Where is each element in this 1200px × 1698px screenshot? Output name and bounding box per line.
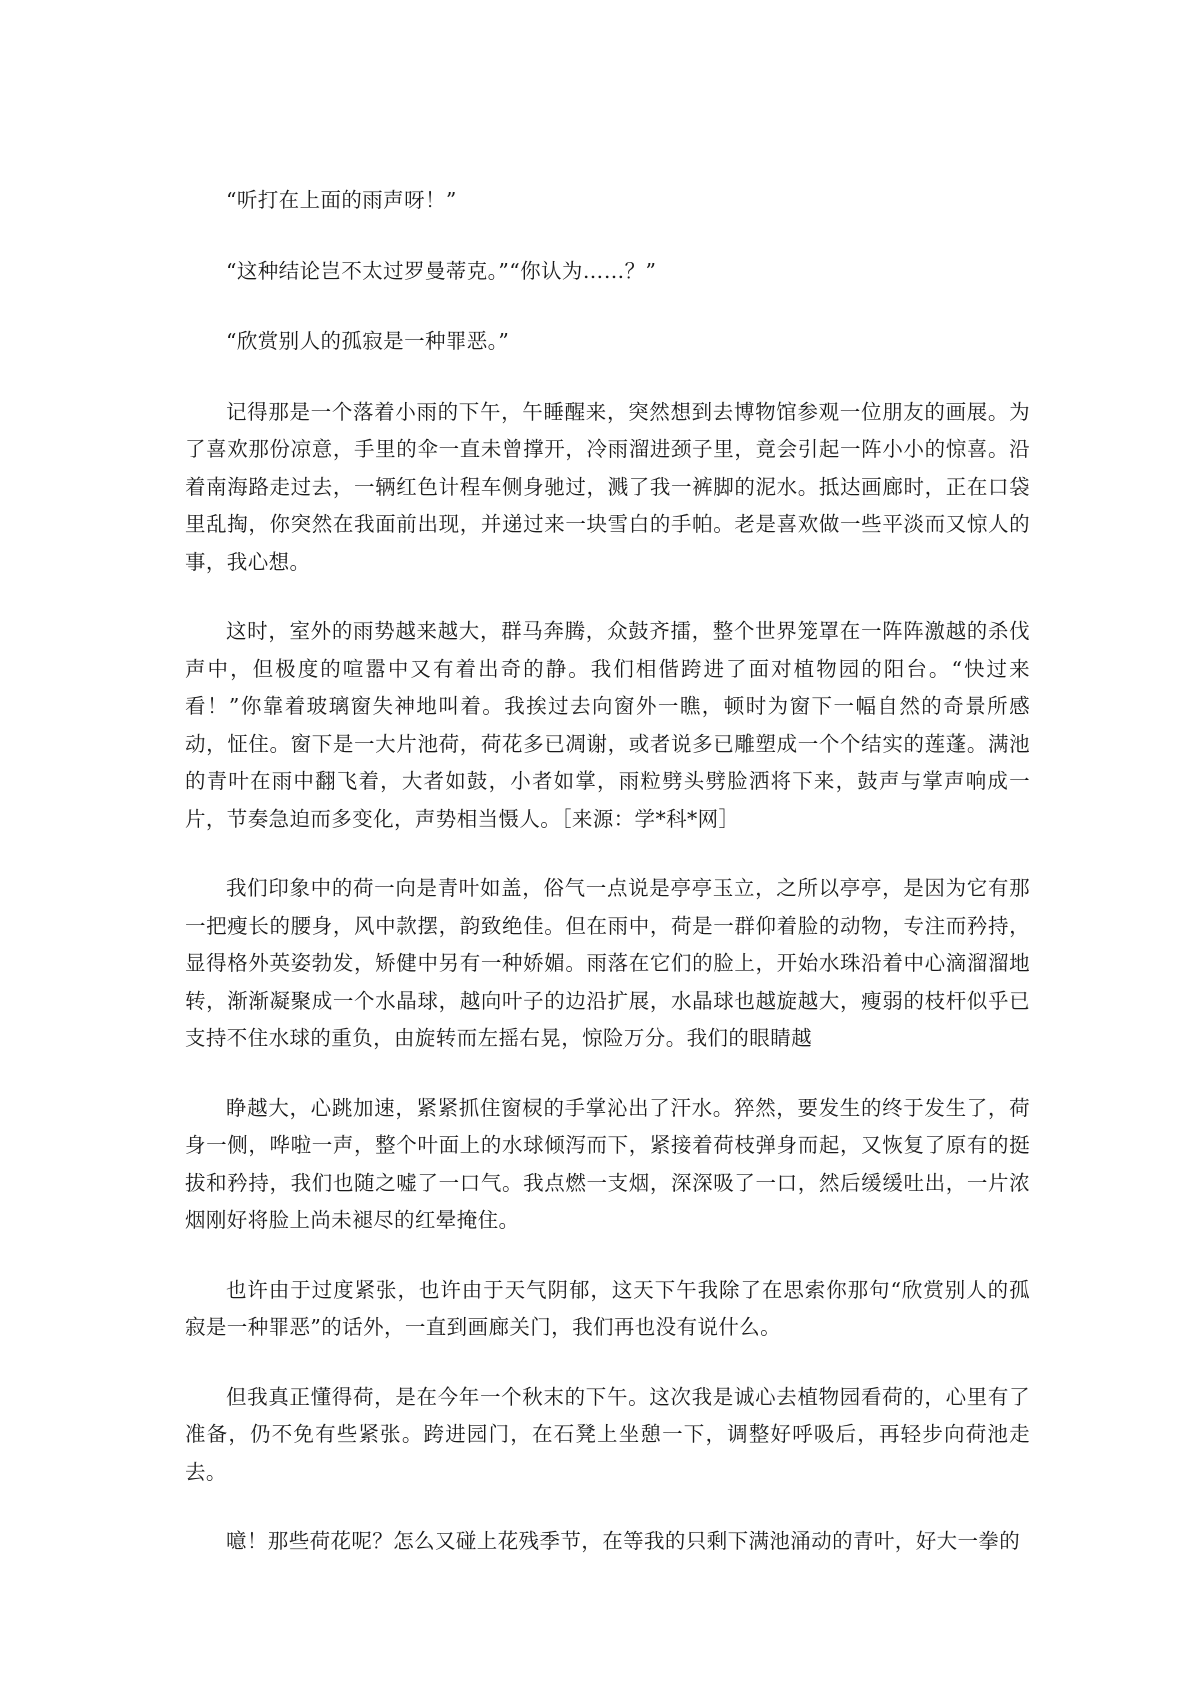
paragraph-2: “这种结论岂不太过罗曼蒂克。”“你认为……？” (226, 258, 657, 283)
paragraph-4: 记得那是一个落着小雨的下午，午睡醒来，突然想到去博物馆参观一位朋友的画展。为了喜欢那份凉意，手里的伞一直未曾撑开，冷雨溜进颈子里，竟会引起一阵小小的惊喜。沿着南海路走过去，一辆红色计程车侧身驰过，溅了我一裤脚的泥水。抵达画廊时，正在口袋里乱掏，你突然在我面前出现，并递过来一块雪白的手帕。老是喜欢做一些平淡而又惊人的事，我心想。 (185, 399, 1030, 574)
paragraph-1: “听打在上面的雨声呀！” (226, 188, 457, 212)
paragraph-7: 睁越大，心跳加速，紧紧抓住窗棂的手掌沁出了汗水。猝然，要发生的终于发生了，荷身一侧，哗啦一声，整个叶面上的水球倾泻而下，紧接着荷枝弹身而起，又恢复了原有的挺拔和矜持，我们也随之嘘了一口气。我点燃一支烟，深深吸了一口，然后缓缓吐出，一片浓烟刚好将脸上尚未褪尽的红晕掩住。 (185, 1095, 1030, 1232)
document-body (185, 182, 1030, 1593)
paragraph-10: 噫！那些荷花呢？怎么又碰上花残季节，在等我的只剩下满池涌动的青叶，好大一拳的 (226, 1529, 1021, 1553)
paragraph-6: 我们印象中的荷一向是青叶如盖，俗气一点说是亭亭玉立，之所以亭亭，是因为它有那一把瘦长的腰身，风中款摆，韵致绝佳。但在雨中，荷是一群仰着脸的动物，专注而矜持，显得格外英姿勃发，矫健中另有一种娇媚。雨落在它们的脸上，开始水珠沿着中心滴溜溜地转，渐渐凝聚成一个水晶球，越向叶子的边沿扩展，水晶球也越旋越大，瘦弱的枝杆似乎已支持不住水球的重负，由旋转而左摇右晃，惊险万分。我们的眼睛越 (185, 876, 1030, 1050)
paragraph-3: “欣赏别人的孤寂是一种罪恶。” (226, 329, 510, 353)
paragraph-8: 也许由于过度紧张，也许由于天气阴郁，这天下午我除了在思索你那句“欣赏别人的孤寂是一种罪恶”的话外，一直到画廊关门，我们再也没有说什么。 (185, 1277, 1030, 1339)
paragraph-9: 但我真正懂得荷，是在今年一个秋末的下午。这次我是诚心去植物园看荷的，心里有了准备，仍不免有些紧张。跨进园门，在石凳上坐憩一下，调整好呼吸后，再轻步向荷池走去。 (185, 1384, 1030, 1484)
paragraph-5: 这时，室外的雨势越来越大，群马奔腾，众鼓齐擂，整个世界笼罩在一阵阵激越的杀伐声中，但极度的喧嚣中又有着出奇的静。我们相偕跨进了面对植物园的阳台。“快过来看！”你靠着玻璃窗失神地叫着。我挨过去向窗外一瞧，顿时为窗下一幅自然的奇景所感动，怔住。窗下是一大片池荷，荷花多已凋谢，或者说多已雕塑成一个个结实的莲蓬。满池的青叶在雨中翻飞着，大者如鼓，小者如掌，雨粒劈头劈脸洒将下来，鼓声与掌声响成一片，节奏急迫而多变化，声势相当慑人。［来源：学*科*网］ (185, 619, 1030, 831)
